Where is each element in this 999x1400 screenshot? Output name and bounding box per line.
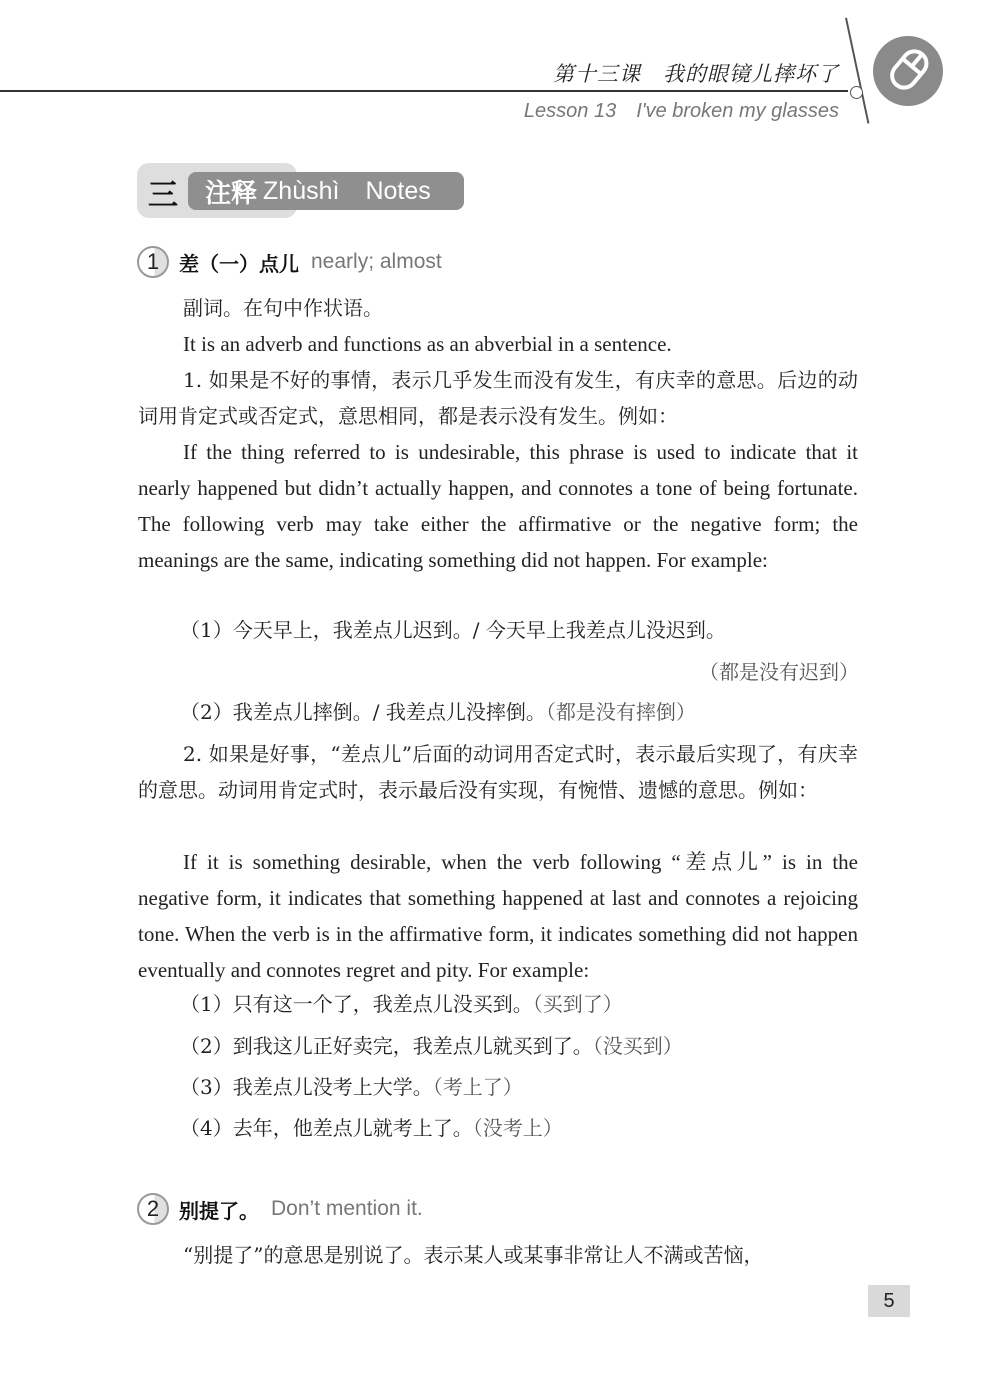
section-title-en: Notes [365,176,431,205]
note1-definition-cn: 副词。在句中作状语。 [183,296,383,320]
note1-rule2-cn: 2. 如果是好事，“差点儿”后面的动词用否定式时，表示最后实现了，有庆幸的意思。动词用肯定式时，表示最后没有实现，有惋惜、遗憾的意思。例如： [138,742,858,802]
example-text: （4）去年，他差点儿就考上了。 [180,1116,473,1140]
section-title-pinyin: Zhùshì [263,176,340,205]
note-term: 差（一）点儿 [179,251,299,276]
note1-definition-en: It is an adverb and functions as an abverbial in a sentence. [183,332,672,356]
example-text: （2）到我这儿正好卖完，我差点儿就买到了。 [180,1034,593,1058]
example-text: （1）只有这一个了，我差点儿没买到。 [180,992,533,1016]
example-gloss: （都是没有摔倒） [545,700,696,724]
note-gloss: Don’t mention it. [271,1197,423,1220]
example-gloss: （没考上） [472,1116,563,1140]
section-title-cn: 注释 [205,178,258,209]
note1-rule1-cn: 1. 如果是不好的事情，表示几乎发生而没有发生，有庆幸的意思。后边的动词用肯定式或否定式，意思相同，都是表示没有发生。例如： [138,368,858,428]
example-sentence [180,694,696,730]
example-gloss: （没买到） [592,1034,683,1058]
example-text: （2）我差点儿摔倒。/ 我差点儿没摔倒。 [180,700,546,724]
computer-mouse-icon [873,36,943,106]
note-number-badge: 2 [137,1193,169,1225]
header-slash-line [845,18,869,124]
header-dot [850,86,863,99]
note-heading-2 [137,1191,423,1227]
example-gloss: （都是没有迟到） [699,660,859,684]
header-rule [0,90,848,92]
example-gloss: （买到了） [532,992,623,1016]
lesson-title-en: Lesson 13 I've broken my glasses [523,100,839,122]
note-term: 别提了。 [179,1198,259,1223]
example-text: （3）我差点儿没考上大学。 [180,1075,433,1099]
note2-definition-cn: “别提了”的意思是别说了。表示某人或某事非常让人不满或苦恼， [183,1243,764,1267]
example-sentence [180,986,623,1022]
example-sentence [180,1069,523,1105]
lesson-title-cn: 第十三课 我的眼镜儿摔坏了 [553,62,839,86]
note-number-badge: 1 [137,246,169,278]
example-sentence: （1）今天早上，我差点儿迟到。/ 今天早上我差点儿没迟到。 [180,618,726,642]
section-title-banner [188,172,464,210]
example-gloss: （考上了） [432,1075,523,1099]
note-gloss: nearly; almost [311,250,442,273]
section-number: 三 [148,178,178,213]
example-sentence [180,1110,563,1146]
note-heading-1 [137,244,442,280]
note1-rule2-en: If it is something desirable, when the verb following “差点儿” is in the negative form, it indicates that something happened at last and connotes a rejoicing tone. When the verb is in the affirmative form, it indicates something did not happen eventually and connotes regret and pity. For example: [138,850,858,982]
example-sentence [180,1028,683,1064]
note1-rule1-en: If the thing referred to is undesirable, this phrase is used to indicate that it nearly happened but didn’t actually happen, and connotes a tone of being fortunate. The following verb may take either the affirmative or the negative form; the meanings are the same, indicating something did not happen. For example: [138,440,858,572]
page-number: 5 [868,1285,910,1317]
